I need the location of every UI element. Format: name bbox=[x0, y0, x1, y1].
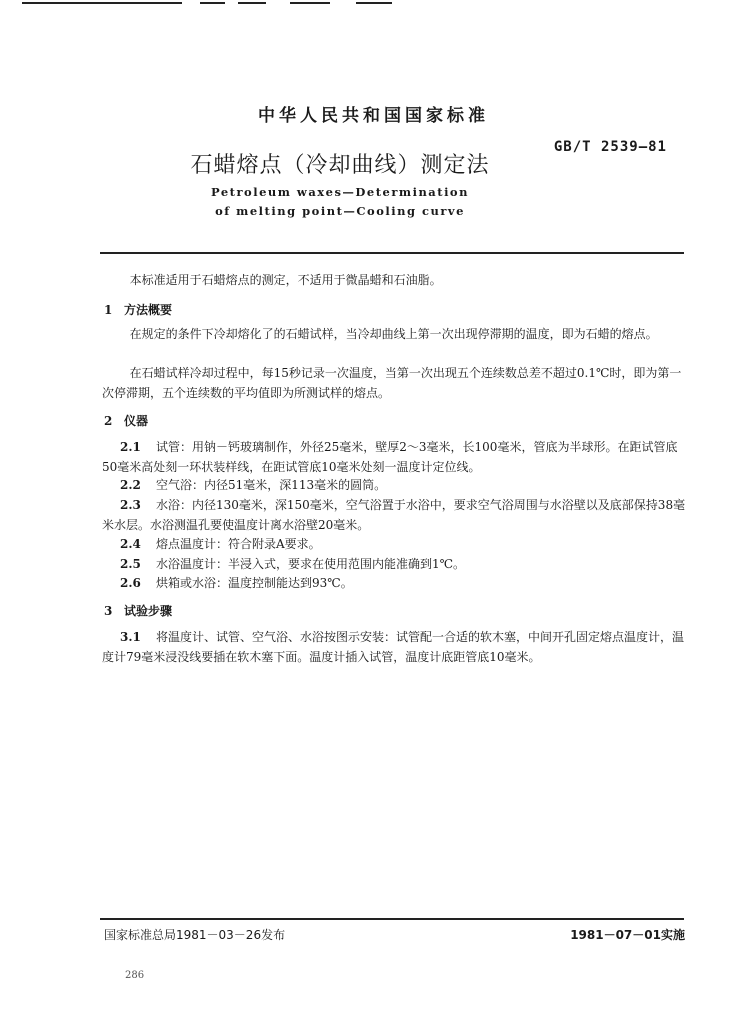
section-number: 3 bbox=[104, 604, 113, 618]
header-divider bbox=[100, 252, 684, 254]
standard-number: GB/T 2539—81 bbox=[553, 139, 667, 155]
footer-divider bbox=[100, 918, 684, 920]
list-item bbox=[102, 573, 686, 593]
top-border-line bbox=[200, 2, 225, 4]
document-title: 石蜡熔点（冷却曲线）测定法 bbox=[190, 153, 490, 178]
paragraph: 在石蜡试样冷却过程中，每15秒记录一次温度，当第一次出现五个连续数总差不超过0.1℃时，即为第一次停滞期，五个连续数的平均值即为所测试样的熔点。 bbox=[102, 366, 682, 400]
section-number: 2 bbox=[104, 414, 113, 428]
effective-date: 1981－07－01实施 bbox=[570, 928, 685, 942]
list-item bbox=[102, 534, 686, 554]
list-item bbox=[102, 627, 686, 667]
list-item bbox=[102, 437, 686, 477]
section-title: 试验步骤 bbox=[124, 604, 173, 618]
section-title: 方法概要 bbox=[124, 303, 173, 317]
item-text: 空气浴：内径51毫米，深113毫米的圆筒。 bbox=[156, 478, 387, 492]
top-border-line bbox=[238, 2, 266, 4]
section-title: 仪器 bbox=[124, 414, 149, 428]
list-item bbox=[102, 475, 686, 495]
item-number: 2.1 bbox=[120, 440, 141, 454]
section-number: 1 bbox=[104, 303, 113, 317]
item-number: 3.1 bbox=[120, 630, 141, 644]
section-heading bbox=[104, 301, 172, 318]
item-text: 将温度计、试管、空气浴、水浴按图示安装：试管配一合适的软木塞，中间开孔固定熔点温度计，温度计79毫米浸没线要插在软木塞下面。温度计插入试管，温度计底距管底10毫米。 bbox=[102, 630, 685, 664]
item-text: 水浴温度计：半浸入式，要求在使用范围内能准确到1℃。 bbox=[156, 557, 466, 571]
section-heading bbox=[104, 412, 148, 429]
scope-paragraph: 本标准适用于石蜡熔点的测定，不适用于微晶蜡和石油脂。 bbox=[129, 273, 442, 287]
item-number: 2.2 bbox=[120, 478, 141, 492]
list-item bbox=[102, 554, 686, 574]
top-border-line bbox=[356, 2, 392, 4]
section-heading bbox=[104, 602, 172, 619]
english-title-line-1: Petroleum waxes—Determination bbox=[211, 185, 469, 199]
paragraph: 在规定的条件下冷却熔化了的石蜡试样，当冷却曲线上第一次出现停滞期的温度，即为石蜡的熔点。 bbox=[129, 327, 658, 341]
national-standard-heading: 中华人民共和国国家标准 bbox=[258, 106, 489, 126]
top-border-line bbox=[290, 2, 330, 4]
item-number: 2.6 bbox=[120, 576, 141, 590]
item-number: 2.3 bbox=[120, 498, 141, 512]
issue-date: 国家标准总局1981－03－26发布 bbox=[104, 928, 286, 942]
item-text: 熔点温度计：符合附录A要求。 bbox=[156, 537, 321, 551]
list-item bbox=[102, 495, 686, 535]
item-text: 水浴：内径130毫米，深150毫米，空气浴置于水浴中，要求空气浴周围与水浴壁以及底部保持38毫米水层。水浴测温孔要使温度计离水浴壁20毫米。 bbox=[102, 498, 686, 532]
english-title-line-2: of melting point—Cooling curve bbox=[215, 204, 465, 218]
item-number: 2.5 bbox=[120, 557, 141, 571]
top-border-line bbox=[22, 2, 182, 4]
item-text: 烘箱或水浴：温度控制能达到93℃。 bbox=[156, 576, 353, 590]
page-number: 286 bbox=[125, 970, 145, 981]
item-text: 试管：用钠－钙玻璃制作，外径25毫米，壁厚2～3毫米，长100毫米，管底为半球形。在距试管底50毫米高处刻一环状装样线，在距试管底10毫米处刻一温度计定位线。 bbox=[102, 440, 678, 474]
item-number: 2.4 bbox=[120, 537, 141, 551]
